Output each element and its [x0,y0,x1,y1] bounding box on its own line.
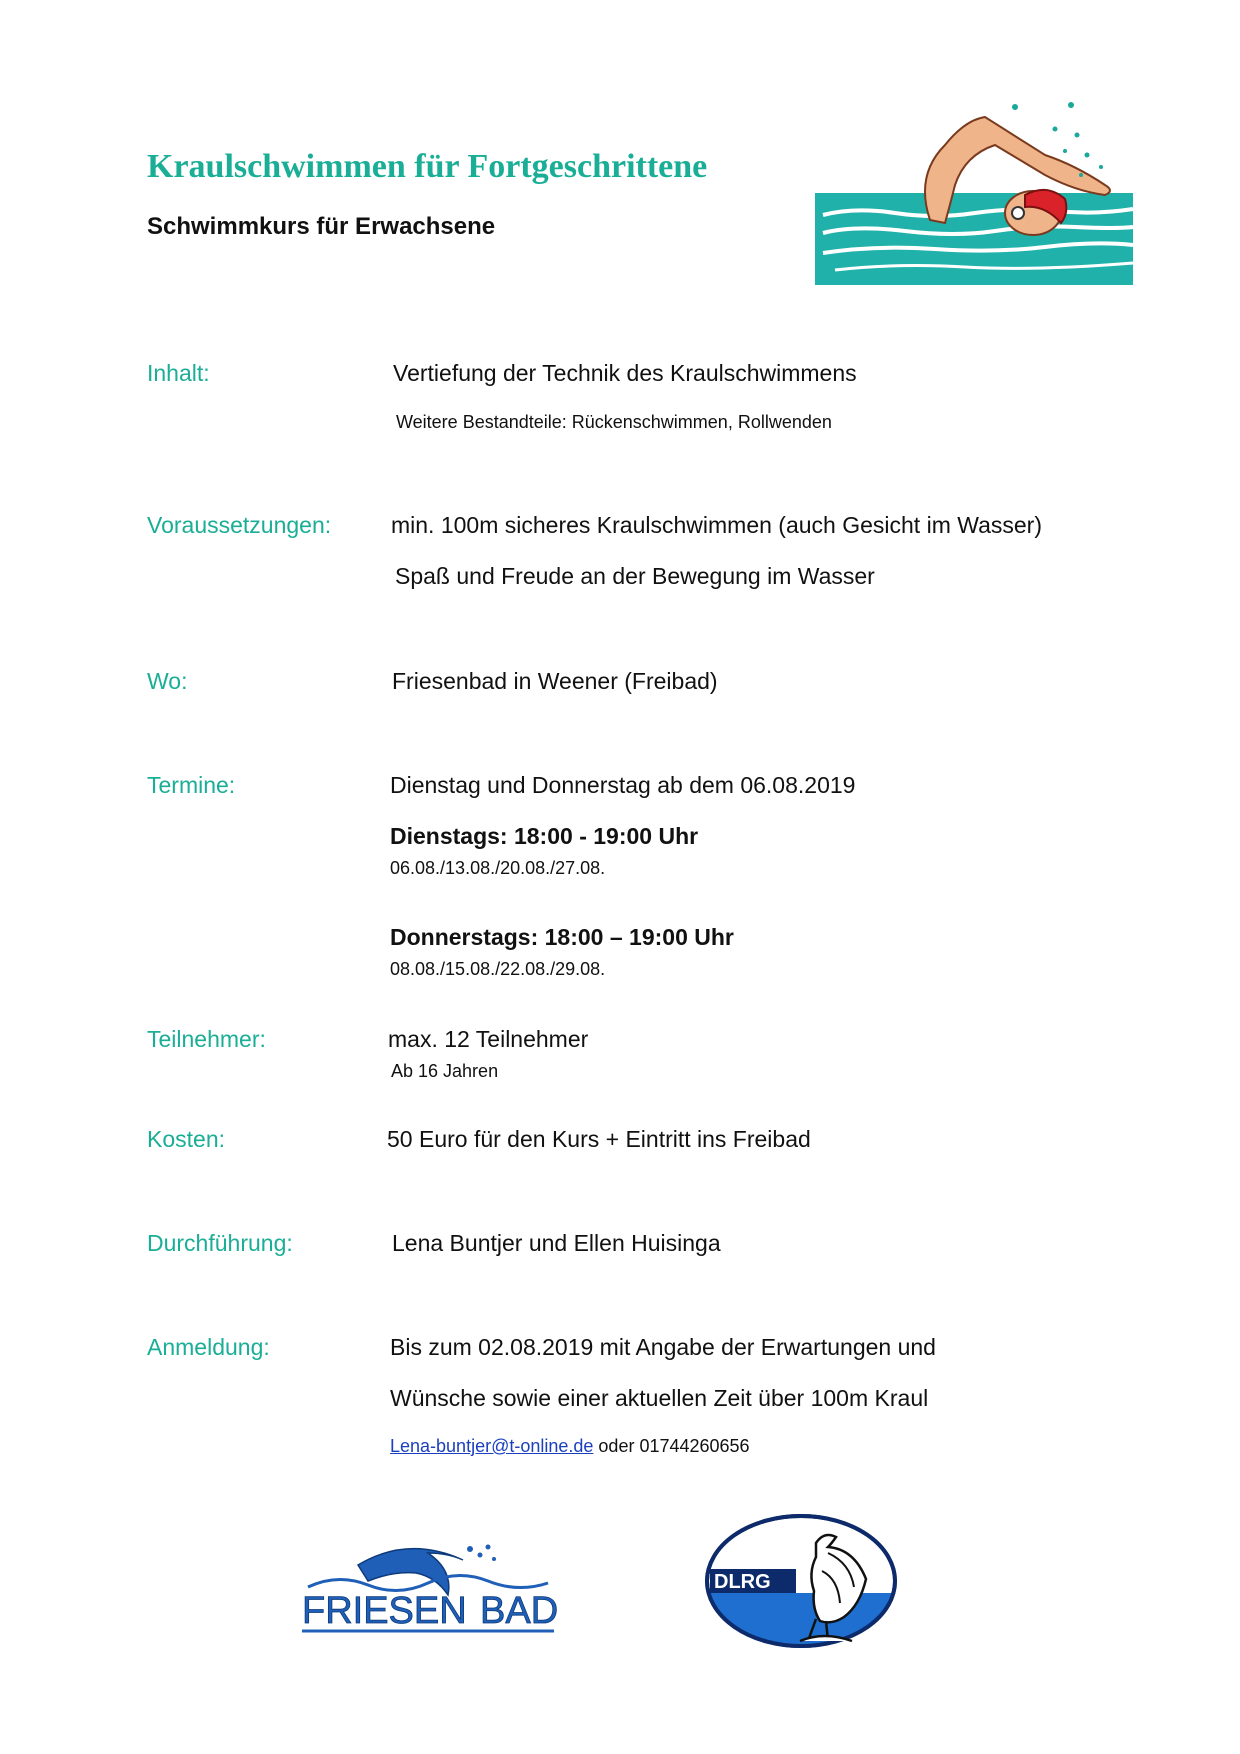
anmeldung-contact [390,1436,750,1457]
friesenbad-text-left: FRIESEN [302,1590,467,1632]
teilnehmer-line1: max. 12 Teilnehmer [388,1026,589,1052]
dlrg-logo [704,1513,898,1649]
voraussetzungen-line1: min. 100m sicheres Kraulschwimmen (auch Gesicht im Wasser) [391,512,1042,538]
label-wo: Wo: [147,668,188,694]
label-voraussetzungen: Voraussetzungen: [147,512,332,538]
label-anmeldung: Anmeldung: [147,1334,270,1360]
voraussetzungen-line2: Spaß und Freude an der Bewegung im Wasser [395,563,875,589]
swimmer-illustration [815,95,1135,285]
email-link[interactable]: Lena-buntjer@t-online.de [390,1436,594,1456]
label-durchfuehrung: Durchführung: [147,1230,293,1256]
inhalt-line2: Weitere Bestandteile: Rückenschwimmen, Rollwenden [396,412,832,432]
anmeldung-line1: Bis zum 02.08.2019 mit Angabe der Erwartungen und [390,1334,936,1360]
kosten-line1: 50 Euro für den Kurs + Eintritt ins Freibad [387,1126,811,1152]
friesenbad-text-right: BAD [480,1590,558,1632]
label-kosten: Kosten: [147,1126,225,1152]
durchfuehrung-line1: Lena Buntjer und Ellen Huisinga [392,1230,721,1256]
anmeldung-line2: Wünsche sowie einer aktuellen Zeit über 100m Kraul [390,1385,929,1411]
phone-text: oder 01744260656 [598,1436,750,1456]
termine-donnerstags-dates: 08.08./15.08./22.08./29.08. [390,959,606,979]
termine-line1: Dienstag und Donnerstag ab dem 06.08.2019 [390,772,856,798]
teilnehmer-line2: Ab 16 Jahren [391,1061,499,1081]
dlrg-text: DLRG [714,1571,771,1593]
page-subtitle: Schwimmkurs für Erwachsene [147,213,496,240]
page-title: Kraulschwimmen für Fortgeschrittene [147,148,708,185]
label-inhalt: Inhalt: [147,360,210,386]
inhalt-line1: Vertiefung der Technik des Kraulschwimmens [393,360,857,386]
termine-dienstags-heading: Dienstags: 18:00 - 19:00 Uhr [390,823,699,849]
termine-donnerstags-heading: Donnerstags: 18:00 – 19:00 Uhr [390,924,734,950]
wo-line1: Friesenbad in Weener (Freibad) [392,668,718,694]
termine-dienstags-dates: 06.08./13.08./20.08./27.08. [390,858,606,878]
friesenbad-logo [298,1525,558,1635]
label-termine: Termine: [147,772,236,798]
label-teilnehmer: Teilnehmer: [147,1026,266,1052]
